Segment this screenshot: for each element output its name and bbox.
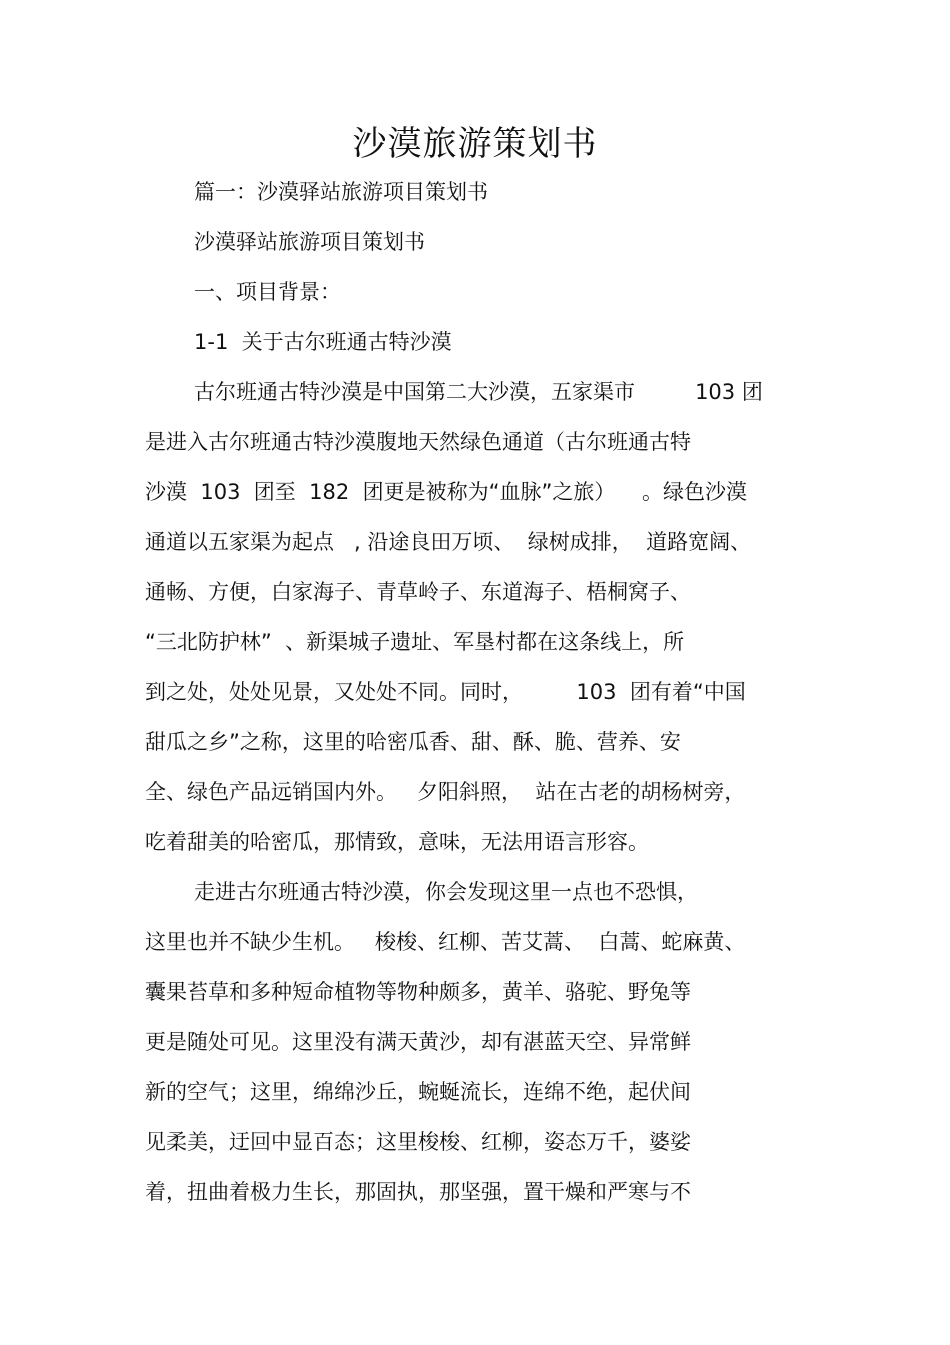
paragraph-line: 这里也并不缺少生机。 梭梭、红柳、苦艾蒿、 白蒿、蛇麻黄、 bbox=[145, 930, 746, 954]
paragraph-line: 沙漠 103 团至 182 团更是被称为“血脉”之旅） 。绿色沙漠 bbox=[145, 480, 748, 504]
paragraph-line: 见柔美，迂回中显百态；这里梭梭、红柳，姿态万千，婆娑 bbox=[145, 1130, 691, 1154]
paragraph-line: 到之处，处处见景，又处处不同。同时， 103 团有着“中国 bbox=[145, 680, 746, 704]
section-heading: 一、项目背景： bbox=[194, 280, 341, 304]
paragraph-line: 更是随处可见。这里没有满天黄沙，却有湛蓝天空、异常鲜 bbox=[145, 1030, 691, 1054]
paragraph-line: 通道以五家渠为起点 , 沿途良田万顷、 绿树成排， 道路宽阔、 bbox=[145, 530, 752, 554]
paragraph-line: 新的空气；这里，绵绵沙丘，蜿蜒流长，连绵不绝，起伏间 bbox=[145, 1080, 691, 1104]
paragraph-line: 全、绿色产品远销国内外。 夕阳斜照， 站在古老的胡杨树旁， bbox=[145, 780, 746, 804]
paragraph-line: 着，扭曲着极力生长，那固执，那坚强，置干燥和严寒与不 bbox=[145, 1180, 691, 1204]
subtitle-line: 沙漠驿站旅游项目策划书 bbox=[194, 230, 425, 254]
paragraph-line: 古尔班通古特沙漠是中国第二大沙漠，五家渠市 103 团 bbox=[194, 380, 763, 404]
paragraph-line: “三北防护林” 、新渠城子遗址、军垦村都在这条线上，所 bbox=[145, 630, 685, 654]
paragraph-line: 吃着甜美的哈密瓜，那情致，意味，无法用语言形容。 bbox=[145, 830, 649, 854]
section-heading: 篇一：沙漠驿站旅游项目策划书 bbox=[194, 180, 488, 204]
paragraph-line: 囊果苔草和多种短命植物等物种颇多，黄羊、骆驼、野兔等 bbox=[145, 980, 691, 1004]
paragraph-line: 是进入古尔班通古特沙漠腹地天然绿色通道（古尔班通古特 bbox=[145, 430, 691, 454]
paragraph-line: 走进古尔班通古特沙漠，你会发现这里一点也不恐惧， bbox=[194, 880, 698, 904]
subsection-heading: 1-1 关于古尔班通古特沙漠 bbox=[194, 330, 452, 354]
paragraph-line: 甜瓜之乡”之称，这里的哈密瓜香、甜、酥、脆、营养、安 bbox=[145, 730, 681, 754]
paragraph-line: 通畅、方便，白家海子、青草岭子、东道海子、梧桐窝子、 bbox=[145, 580, 691, 604]
document-title: 沙漠旅游策划书 bbox=[352, 124, 598, 164]
